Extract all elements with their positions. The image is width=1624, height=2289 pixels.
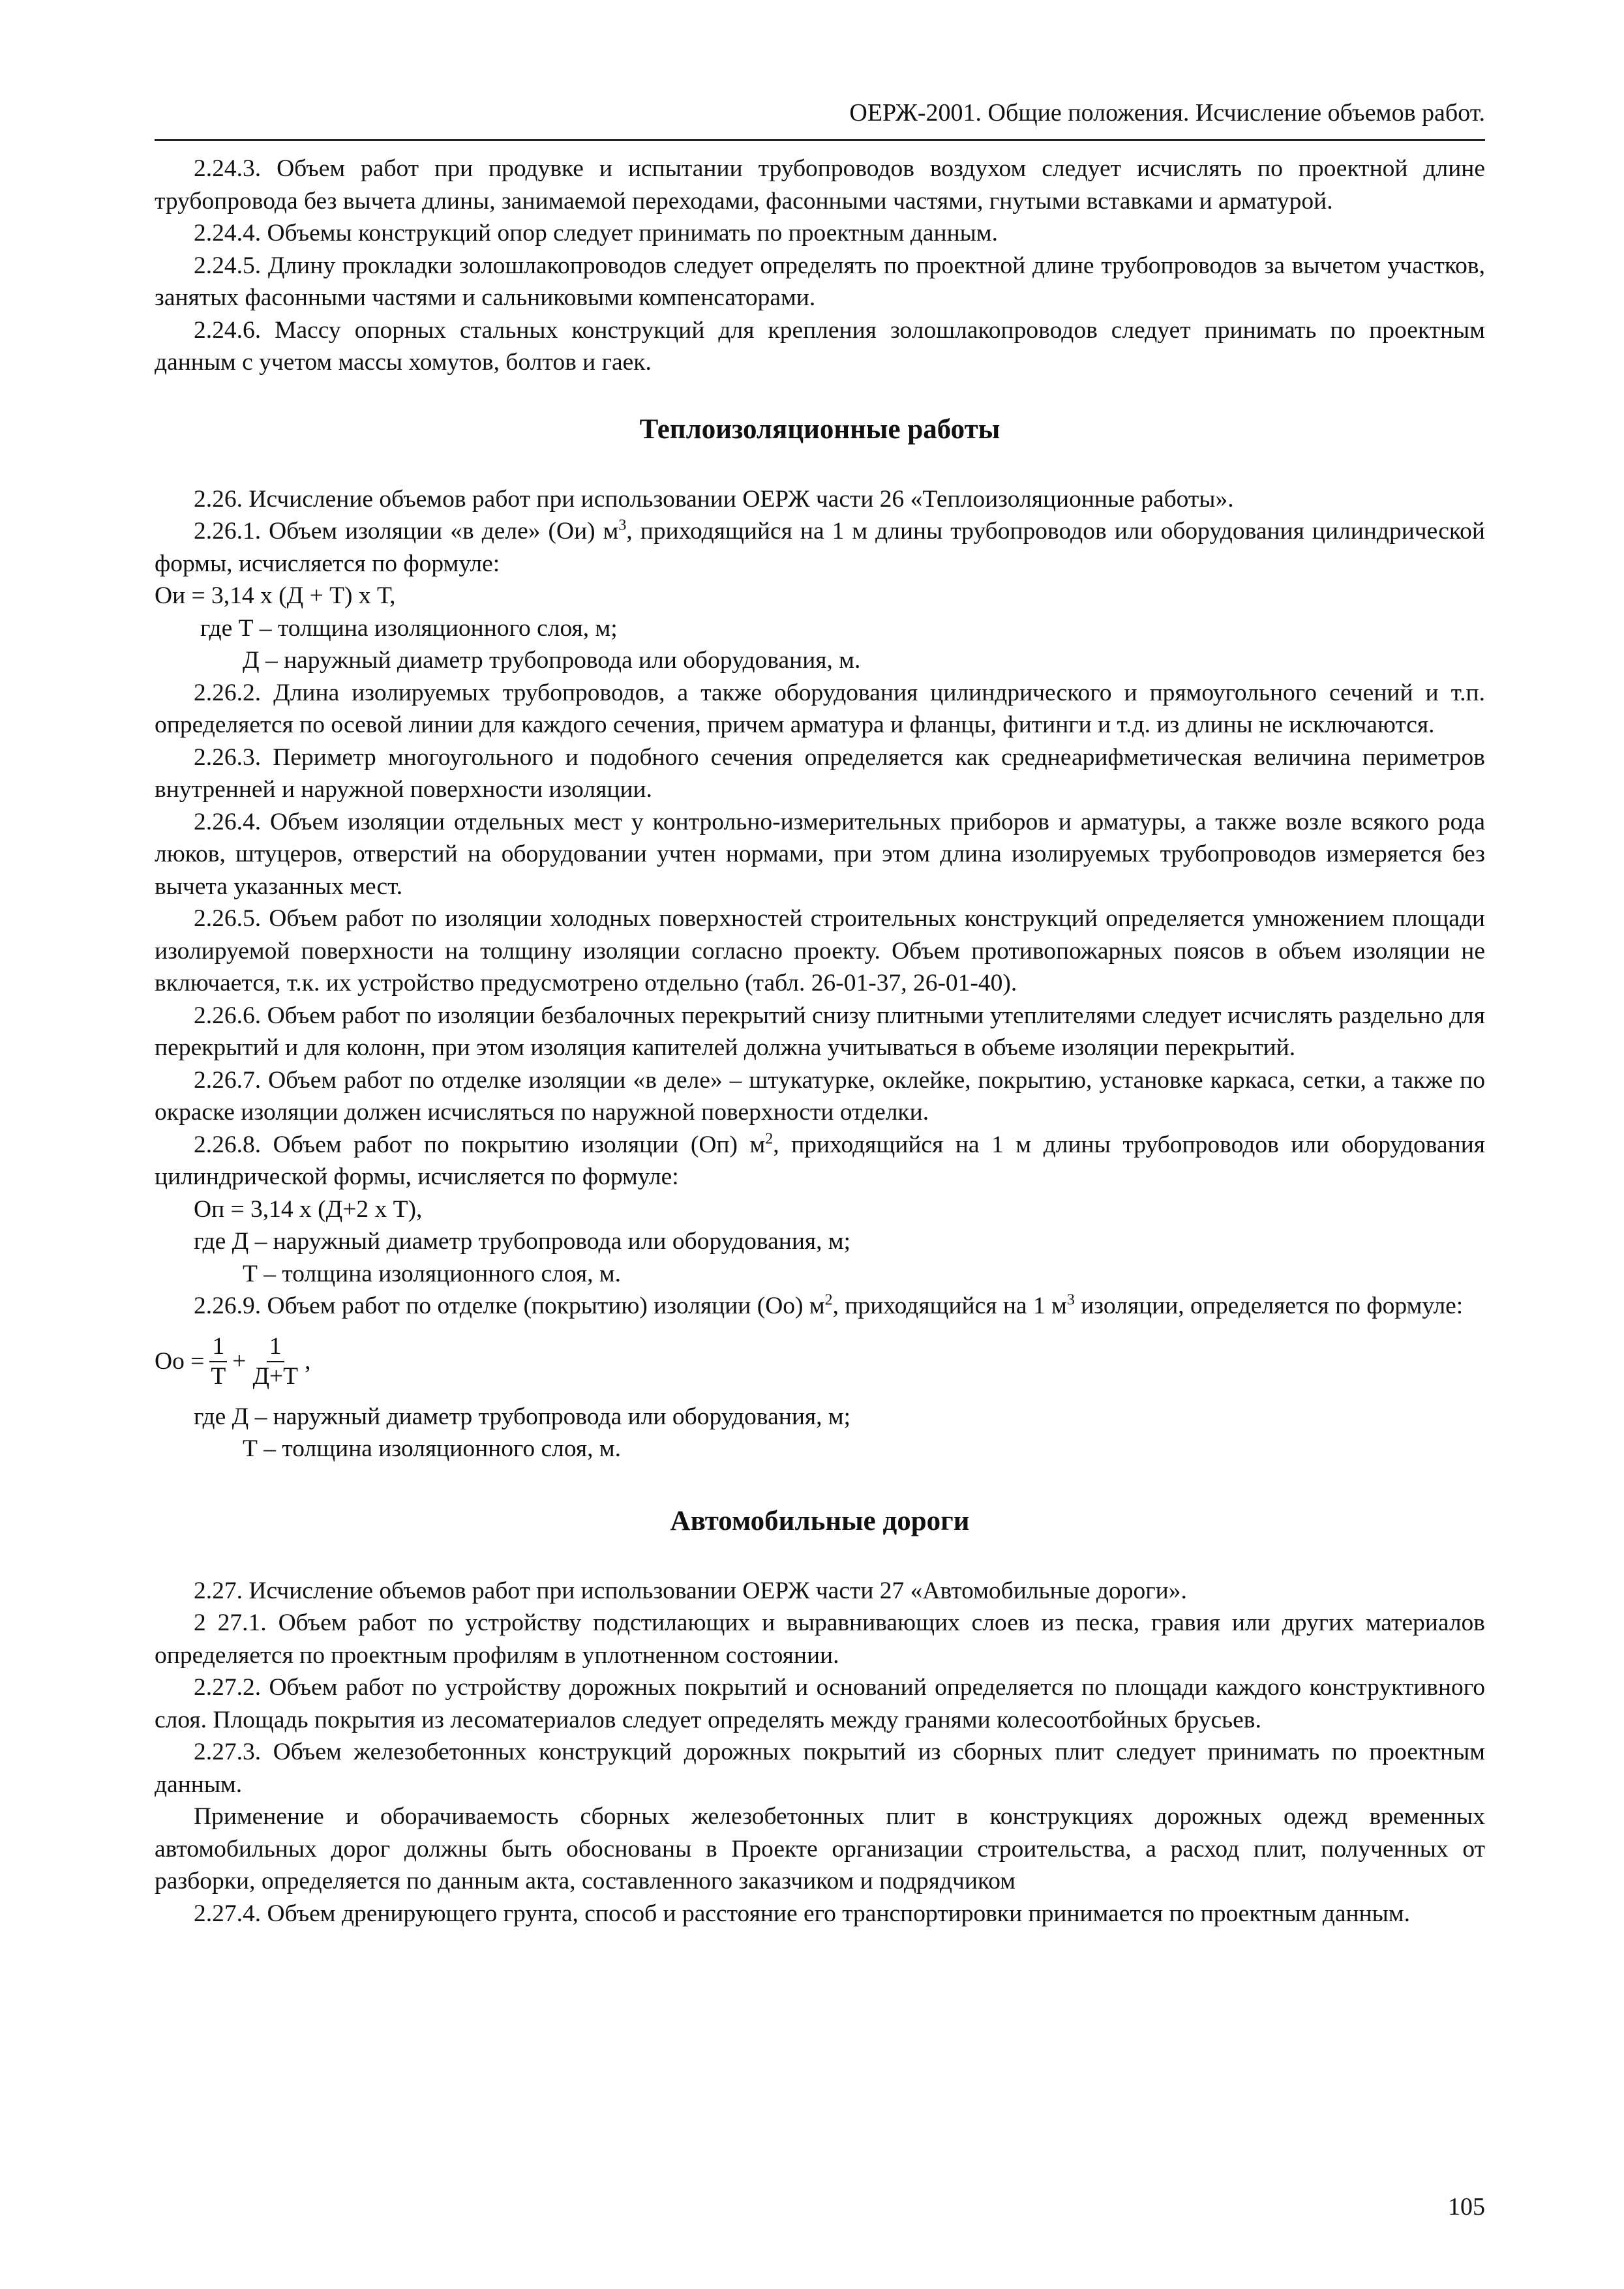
fraction-numerator: 1 [267, 1332, 284, 1362]
paragraph-2-27: 2.27. Исчисление объемов работ при использовании ОЕРЖ части 27 «Автомобильные дороги». [194, 1577, 1187, 1604]
fraction-denominator: Т [211, 1362, 226, 1390]
formula-oi-where-d: Д – наружный диаметр трубопровода или оборудования, м. [243, 647, 861, 674]
formula-op-where-t: Т – толщина изоляционного слоя, м. [243, 1260, 622, 1287]
paragraph-2-26-6: 2.26.6. Объем работ по изоляции безбалочных перекрытий снизу плитными утеплителями следует исчислять раздельно для перекрытий и для колонн, при этом изоляция капителей должна учитываться в объеме изоляции перекрытий. [155, 1002, 1485, 1061]
paragraph-2-26-2: 2.26.2. Длина изолируемых трубопроводов, а также оборудования цилиндрического и прямоугольного сечений и т.п. определяется по осевой линии для каждого сечения, причем арматура и фланцы, фитинги и т.д. из длины не исключаются. [155, 679, 1485, 738]
paragraph-2-27-3: 2.27.3. Объем железобетонных конструкций дорожных покрытий из сборных плит следует принимать по проектным данным. [155, 1739, 1485, 1798]
fraction-1-over-t [208, 1332, 228, 1391]
formula-op: Оп = 3,14 х (Д+2 х Т), [194, 1195, 423, 1223]
paragraph-2-24-3: 2.24.3. Объем работ при продувке и испытании трубопроводов воздухом следует исчислять по проектной длине трубопровода без вычета длины, занимаемой переходами, фасонными частями, гнутыми вставками и арматурой. [155, 155, 1485, 215]
formula-oo [155, 1323, 1485, 1401]
formula-oi: Ои = 3,14 х (Д + Т) х Т, [155, 582, 396, 609]
paragraph-2-26-5: 2.26.5. Объем работ по изоляции холодных поверхностей строительных конструкций определяется умножением площади изолируемой поверхности на толщину изоляции согласно проекту. Объем противопожарных поясов в объем изоляции не включается, т.к. их устройство предусмотрено отдельно (табл. 26-01-37, 26-01-40). [155, 905, 1485, 996]
fraction-numerator: 1 [209, 1332, 227, 1362]
page-body [155, 153, 1485, 1930]
header-divider [155, 139, 1485, 141]
paragraph-2-26-3: 2.26.3. Периметр многоугольного и подобного сечения определяется как среднеарифметическая величина периметров внутренней и наружной поверхности изоляции. [155, 743, 1485, 803]
paragraph-2-26-9: 2.26.9. Объем работ по отделке (покрытию) изоляции (Оо) $м^2$, приходящийся на 1 $м^3$ изоляции, определяется по формуле: [194, 1291, 1464, 1319]
paragraph-plates: Применение и оборачиваемость сборных железобетонных плит в конструкциях дорожных одежд временных автомобильных дорог должны быть обоснованы в Проекте организации строительства, а расход плит, полученных от разборки, определяется по данным акта, составленного заказчиком и подрядчиком [155, 1803, 1485, 1894]
paragraph-2-24-4: 2.24.4. Объемы конструкций опор следует принимать по проектным данным. [194, 220, 998, 247]
formula-oi-where-t: где Т – толщина изоляционного слоя, м; [200, 614, 618, 642]
paragraph-2-26-8: 2.26.8. Объем работ по покрытию изоляции (Оп) $м^2$, приходящийся на 1 м длины трубопроводов или оборудования цилиндрической формы, исчисляется по формуле: [155, 1130, 1486, 1190]
running-header: ОЕРЖ-2001. Общие положения. Исчисление объемов работ. [849, 99, 1485, 127]
formula-plus: + [232, 1347, 247, 1375]
page-number: 105 [1448, 2193, 1485, 2221]
paragraph-2-27-2: 2.27.2. Объем работ по устройству дорожных покрытий и оснований определяется по площади каждого конструктивного слоя. Площадь покрытия из лесоматериалов следует определять между гранями колесоотбойных брусьев. [155, 1674, 1485, 1733]
formula-op-where-d: где Д – наружный диаметр трубопровода или оборудования, м; [194, 1228, 851, 1255]
paragraph-2-24-5: 2.24.5. Длину прокладки золошлакопроводов следует определять по проектной длине трубопроводов за вычетом участков, занятых фасонными частями и сальниковыми компенсаторами. [155, 252, 1485, 311]
paragraph-2-27-4: 2.27.4. Объем дренирующего грунта, способ и расстояние его транспортировки принимается по проектным данным. [194, 1900, 1410, 1927]
paragraph-2-26-4: 2.26.4. Объем изоляции отдельных мест у контрольно-измерительных приборов и арматуры, а также возле всякого рода люков, штуцеров, отверстий на оборудовании учтен нормами, при этом длина изолируемых трубопроводов измеряется без вычета указанных мест. [155, 808, 1485, 900]
section-heading-roads: Автомобильные дороги [670, 1505, 970, 1536]
formula-oo-where-d: где Д – наружный диаметр трубопровода или оборудования, м; [194, 1403, 851, 1430]
paragraph-2-26: 2.26. Исчисление объемов работ при использовании ОЕРЖ части 26 «Теплоизоляционные работы». [194, 485, 1234, 513]
paragraph-2-26-7: 2.26.7. Объем работ по отделке изоляции «в деле» – штукатурке, оклейке, покрытию, установке каркаса, сетки, а также по окраске изоляции должен исчисляться по наружной поверхности отделки. [155, 1066, 1485, 1126]
fraction-1-over-d-plus-t [250, 1332, 301, 1391]
paragraph-2-24-6: 2.24.6. Массу опорных стальных конструкций для крепления золошлакопроводов следует принимать по проектным данным с учетом массы хомутов, болтов и гаек. [155, 316, 1485, 376]
formula-oo-lhs: Оо = [155, 1347, 205, 1375]
paragraph-2-26-1: 2.26.1. Объем изоляции «в деле» (Ои) $м^3$, приходящийся на 1 м длины трубопроводов или оборудования цилиндрической формы, исчисляется по формуле: [155, 516, 1485, 577]
formula-oo-where-t: Т – толщина изоляционного слоя, м. [243, 1435, 622, 1462]
paragraph-2-27-1: 2 27.1. Объем работ по устройству подстилающих и выравнивающих слоев из песка, гравия или других материалов определяется по проектным профилям в уплотненном состоянии. [155, 1609, 1485, 1669]
formula-comma: , [305, 1347, 311, 1375]
fraction-denominator: Д+Т [252, 1362, 299, 1390]
section-heading-insulation: Теплоизоляционные работы [639, 413, 1000, 445]
